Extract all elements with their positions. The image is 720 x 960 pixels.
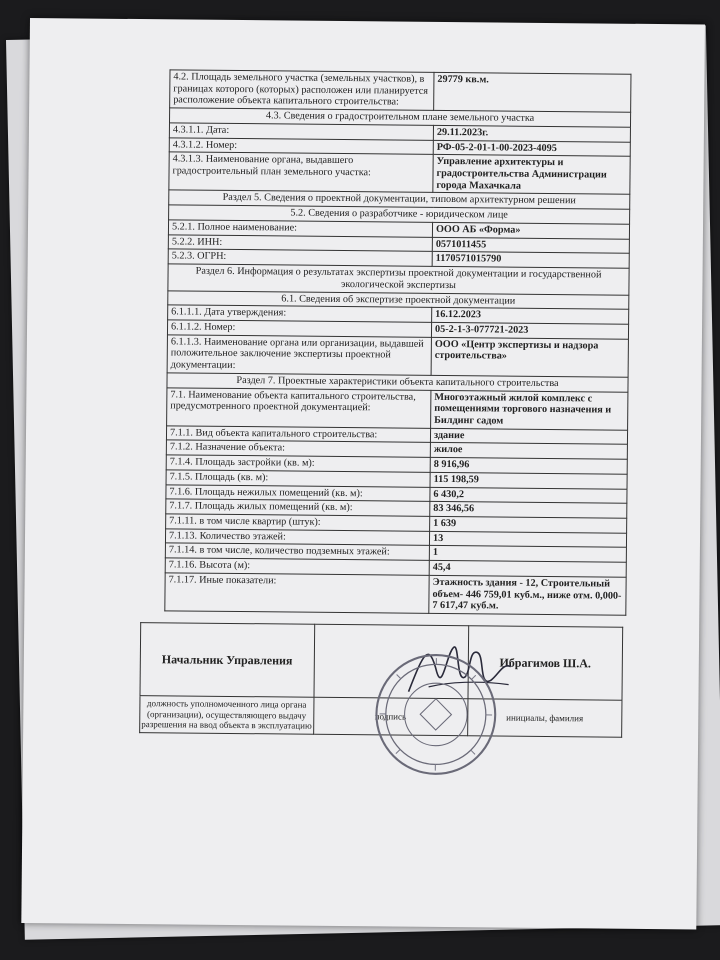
- row-value: 115 198,59: [430, 472, 627, 489]
- row-label: 4.3.1.2. Номер:: [169, 137, 433, 154]
- section-header: 5.2. Сведения о разработчике - юридическом лице: [169, 205, 630, 224]
- row-label: 6.1.1.1. Дата утверждения:: [168, 305, 432, 322]
- table-row: [169, 152, 630, 195]
- row-value: Многоэтажный жилой комплекс с помещениями торгового назначения и Билдинг садом: [431, 390, 628, 430]
- permit-details-table: [164, 69, 631, 615]
- row-label: 5.2.2. ИНН:: [168, 234, 432, 251]
- row-value: 45,4: [429, 561, 626, 578]
- section-header: 4.3. Сведения о градостроительном плане земельного участка: [170, 108, 631, 127]
- row-value: 05-2-1-3-077721-2023: [431, 322, 628, 339]
- row-label: 6.1.1.2. Номер:: [167, 320, 431, 337]
- name-caption: инициалы, фамилия: [467, 699, 622, 737]
- row-value: 83 346,56: [430, 502, 627, 519]
- row-value: ООО АБ «Форма»: [432, 222, 629, 239]
- row-label: 4.3.1.1. Дата:: [169, 123, 433, 140]
- row-value: Управление архитектуры и градостроительства Администрации города Махачкала: [433, 155, 630, 195]
- row-label: 7.1.6. Площадь нежилых помещений (кв. м):: [166, 484, 430, 501]
- row-label: 7.1.17. Иные показатели:: [165, 573, 429, 614]
- row-label: 4.3.1.3. Наименование органа, выдавшего градостроительный план земельного участка:: [169, 152, 433, 193]
- position-caption: должность уполномоченного лица органа (организации), осуществляющего выдачу разрешения на ввод объекта в эксплуатацию: [140, 696, 314, 735]
- row-value: 1170571015790: [432, 252, 629, 269]
- table-row: [165, 573, 626, 616]
- document-page: [21, 18, 705, 929]
- row-value: 8 916,96: [430, 457, 627, 474]
- row-label: 5.2.1. Полное наименование:: [168, 220, 432, 237]
- row-label: 7.1.16. Высота (м):: [165, 558, 429, 575]
- row-value: 0571011455: [432, 237, 629, 254]
- row-label: 7.1. Наименование объекта капитального строительства, предусмотренного проектной документацией:: [167, 387, 431, 428]
- row-value: 1 639: [430, 516, 627, 533]
- official-name: Ибрагимов Ш.А.: [468, 626, 623, 700]
- official-seal-icon: [373, 651, 499, 777]
- table-row: [167, 387, 628, 430]
- row-label: 6.1.1.3. Наименование органа или организации, выдавшей положительное заключение экспертизы проектной документации:: [167, 334, 431, 375]
- row-label: 7.1.11. в том числе квартир (штук):: [166, 514, 430, 531]
- row-value: РФ-05-2-01-1-00-2023-4095: [433, 140, 630, 157]
- row-label: 7.1.4. Площадь застройки (кв. м):: [166, 455, 430, 472]
- row-value: Этажность здания - 12, Строительный объем- 446 759,01 куб.м., ниже отм. 0,000-7 617,47 куб.м.: [429, 575, 626, 615]
- row-value: ООО «Центр экспертизы и надзора строительства»: [431, 337, 628, 377]
- row-value: 1: [429, 546, 626, 563]
- row-label: 7.1.5. Площадь (кв. м):: [166, 470, 430, 487]
- signature-caption: подпись: [313, 697, 468, 735]
- row-value: 13: [429, 531, 626, 548]
- section-header: 6.1. Сведения об экспертизе проектной документации: [168, 290, 629, 309]
- row-label: 7.1.13. Количество этажей:: [165, 529, 429, 546]
- row-label: 7.1.1. Вид объекта капитального строительства:: [166, 426, 430, 443]
- row-value: 6 430,2: [430, 487, 627, 504]
- table-row: [170, 70, 631, 113]
- row-label: 7.1.7. Площадь жилых помещений (кв. м):: [166, 499, 430, 516]
- table-row: [167, 334, 628, 377]
- row-label: 4.2. Площадь земельного участка (земельных участков), в границах которого (которых) расположен или планируется расположение объекта капитального строительства:: [170, 70, 434, 111]
- row-value: здание: [430, 428, 627, 445]
- official-position: Начальник Управления: [140, 623, 314, 698]
- section-header: Раздел 5. Сведения о проектной документации, типовом архитектурном решении: [169, 190, 630, 209]
- section-header: Раздел 6. Информация о результатах экспертизы проектной документации и государственной экологической экспертизы: [168, 264, 629, 295]
- row-label: 5.2.3. ОГРН:: [168, 249, 432, 266]
- row-label: 7.1.14. в том числе, количество подземных этажей:: [165, 543, 429, 560]
- row-label: 7.1.2. Назначение объекта:: [166, 440, 430, 457]
- section-header: Раздел 7. Проектные характеристики объекта капитального строительства: [167, 373, 628, 392]
- row-value: жилое: [430, 443, 627, 460]
- row-value: 16.12.2023: [432, 308, 629, 325]
- row-value: 29.11.2023г.: [433, 125, 630, 142]
- row-value: 29779 кв.м.: [434, 72, 631, 112]
